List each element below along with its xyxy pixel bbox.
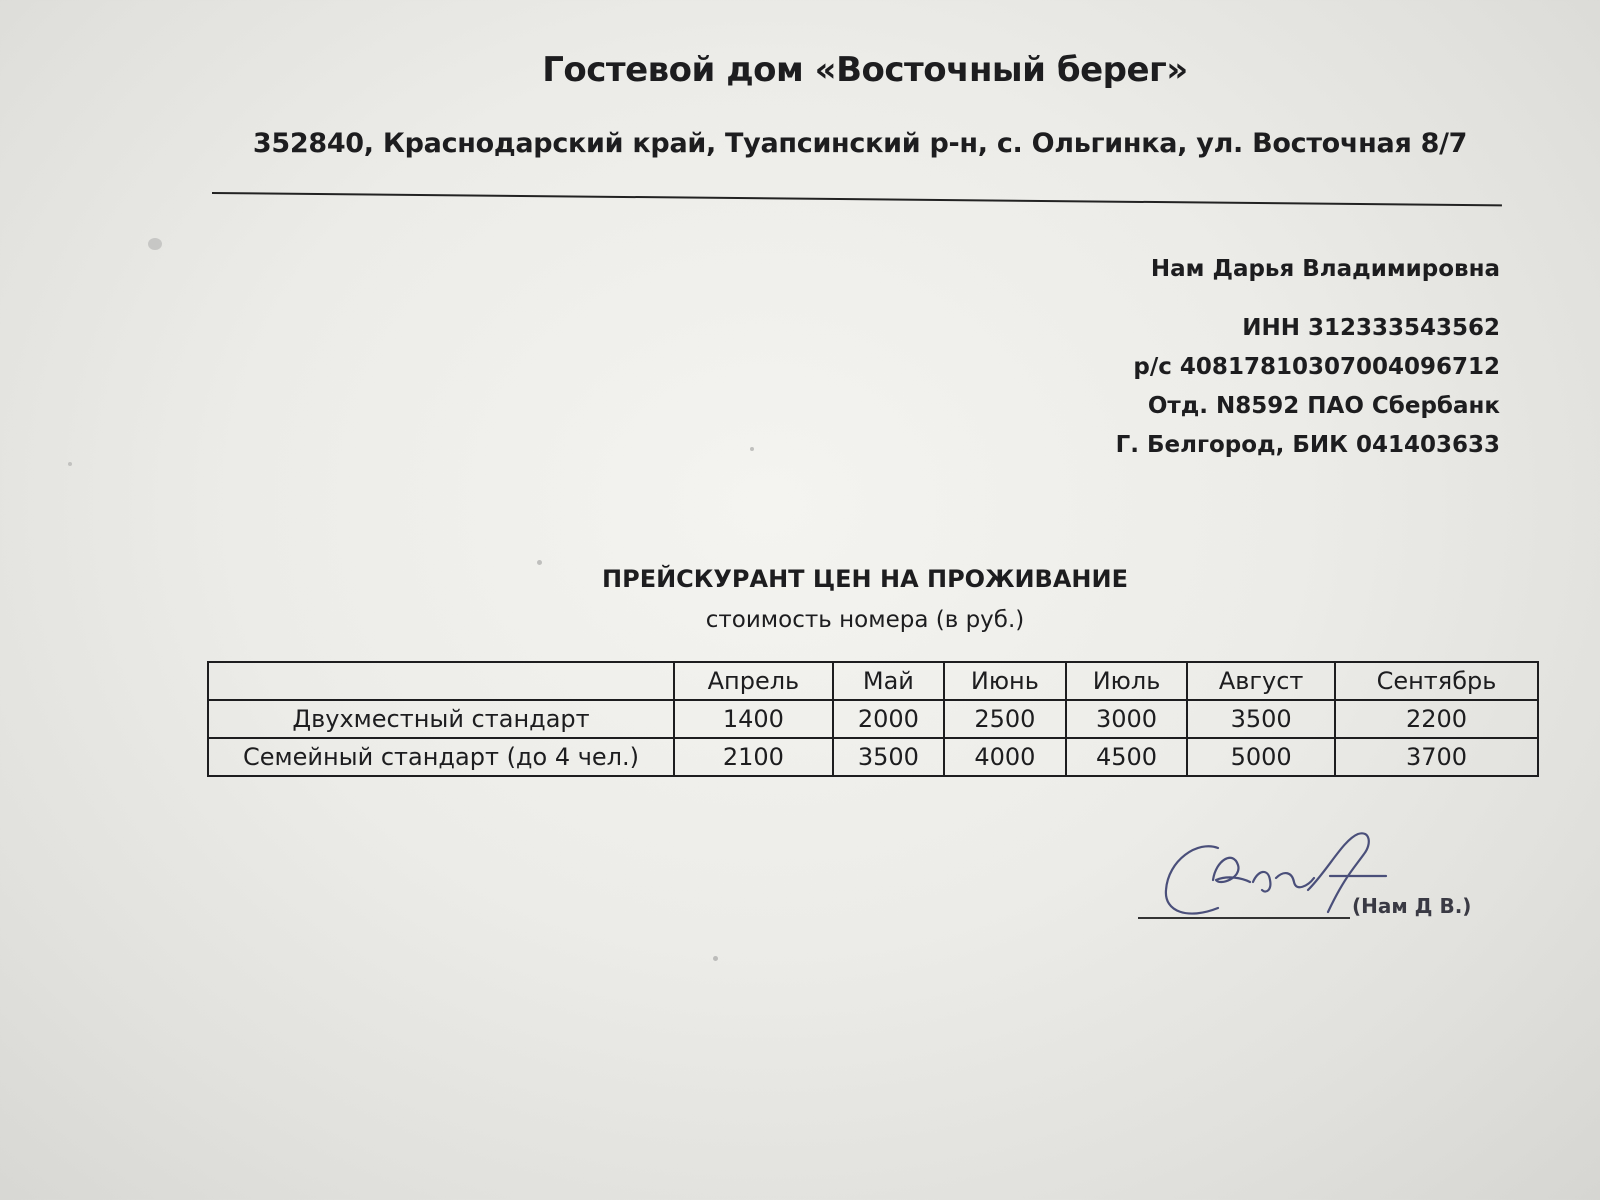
- inn: ИНН 312333543562: [1242, 315, 1500, 341]
- price-cell: 3000: [1066, 700, 1187, 738]
- paper-speck: [750, 447, 754, 451]
- bank-city-bik: Г. Белгород, БИК 041403633: [1115, 432, 1500, 458]
- paper-speck: [537, 560, 542, 565]
- price-cell: 4500: [1066, 738, 1187, 776]
- month-header: Август: [1187, 662, 1335, 700]
- table-row: [208, 738, 1538, 776]
- table-row: [208, 700, 1538, 738]
- requisites-block: [1116, 250, 1500, 465]
- price-list-title: ПРЕЙСКУРАНТ ЦЕН НА ПРОЖИВАНИЕ: [602, 565, 1128, 593]
- price-list-subtitle: стоимость номера (в руб.): [705, 607, 1025, 633]
- paper-speck: [68, 462, 72, 466]
- month-header: Май: [833, 662, 944, 700]
- signature-block: [1138, 820, 1478, 940]
- price-table-header-row: [208, 662, 1538, 700]
- price-cell: 3500: [833, 738, 944, 776]
- price-cell: 5000: [1187, 738, 1335, 776]
- paper-speck: [148, 238, 162, 250]
- price-cell: 2200: [1335, 700, 1538, 738]
- month-header: Апрель: [674, 662, 833, 700]
- paper-speck: [713, 956, 718, 961]
- bank-branch: Отд. N8592 ПАО Сбербанк: [1147, 393, 1500, 419]
- room-type: Двухместный стандарт: [208, 700, 674, 738]
- month-header: Июль: [1066, 662, 1187, 700]
- signature-line: [1138, 917, 1350, 919]
- price-table: [207, 661, 1539, 777]
- owner-name: Нам Дарья Владимировна: [1150, 256, 1500, 282]
- guest-house-title: Гостевой дом «Восточный берег»: [542, 50, 1188, 90]
- price-cell: 2000: [833, 700, 944, 738]
- price-cell: 3700: [1335, 738, 1538, 776]
- price-cell: 3500: [1187, 700, 1335, 738]
- empty-header-cell: [208, 662, 674, 700]
- price-cell: 4000: [944, 738, 1066, 776]
- bank-account: р/с 40817810307004096712: [1133, 354, 1500, 380]
- price-cell: 2500: [944, 700, 1066, 738]
- month-header: Сентябрь: [1335, 662, 1538, 700]
- room-type: Семейный стандарт (до 4 чел.): [208, 738, 674, 776]
- guest-house-address: 352840, Краснодарский край, Туапсинский р-н, с. Ольгинка, ул. Восточная 8/7: [252, 128, 1468, 159]
- price-cell: 1400: [674, 700, 833, 738]
- header-divider: [212, 192, 1502, 206]
- price-cell: 2100: [674, 738, 833, 776]
- month-header: Июнь: [944, 662, 1066, 700]
- signature-name: (Нам Д В.): [1352, 894, 1472, 918]
